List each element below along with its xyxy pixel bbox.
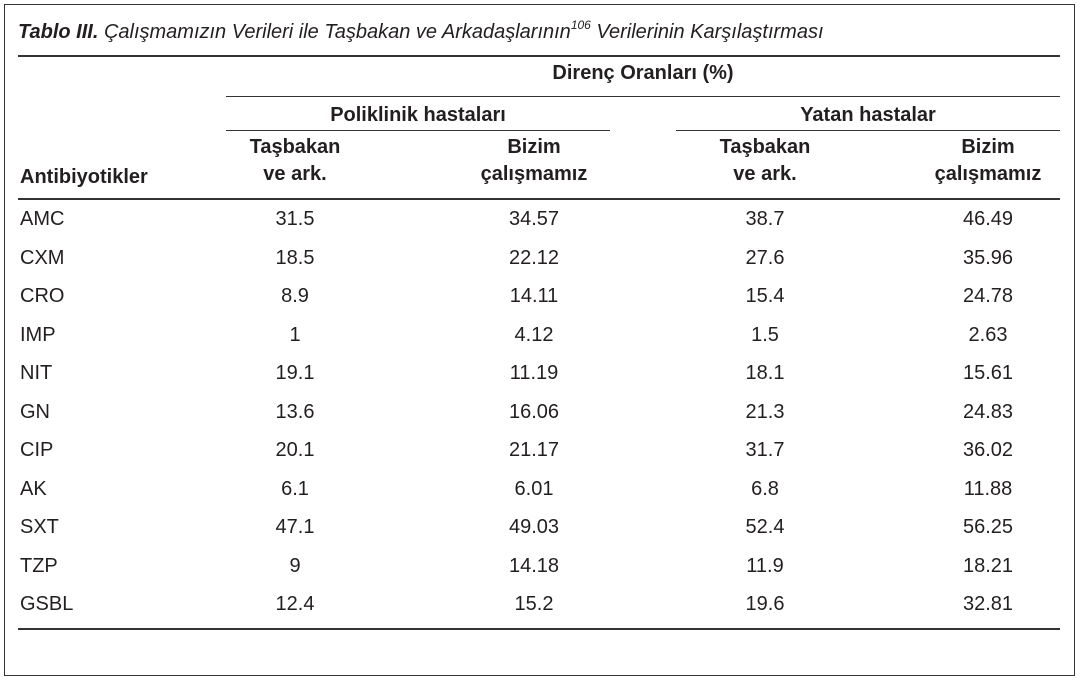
table-row: [18, 585, 1058, 623]
table-row: [18, 393, 1058, 431]
value-tasbakan-inpatient: 6.8: [751, 477, 779, 500]
table-caption: [18, 18, 824, 44]
antibiotic-name: SXT: [20, 516, 59, 538]
value-our-study-outpatient: 16.06: [508, 400, 560, 423]
table-row: [18, 508, 1058, 546]
header-line: çalışmamız: [480, 163, 588, 185]
table-row: [18, 547, 1058, 585]
value-our-study-inpatient: 24.83: [962, 400, 1014, 423]
table-row: [18, 316, 1058, 354]
value-tasbakan-inpatient: 38.7: [745, 208, 785, 230]
value-our-study-outpatient: 21.17: [508, 439, 560, 461]
value-our-study-inpatient: 36.02: [962, 439, 1014, 461]
value-our-study-outpatient: 11.19: [509, 362, 559, 384]
value-tasbakan-outpatient: 9: [289, 554, 301, 577]
value-our-study-inpatient: 15.61: [962, 362, 1014, 384]
value-tasbakan-outpatient: 13.6: [275, 400, 315, 423]
antibiotic-name: GN: [20, 400, 50, 423]
value-tasbakan-outpatient: 12.4: [275, 593, 315, 615]
value-our-study-inpatient: 46.49: [962, 208, 1014, 230]
antibiotic-name: CXM: [20, 246, 65, 269]
header-line: Taşbakan: [249, 136, 341, 158]
column-header-our-study-outpatient: [454, 134, 614, 188]
header-line: ve ark.: [263, 163, 327, 185]
table-row: [18, 239, 1058, 277]
value-tasbakan-outpatient: 1: [289, 323, 301, 346]
value-our-study-outpatient: 4.12: [514, 323, 554, 346]
value-tasbakan-inpatient: 21.3: [745, 400, 785, 423]
column-header-tasbakan-outpatient: [215, 134, 375, 188]
group-title-rule: [226, 96, 1060, 97]
group-title: Direnç Oranları (%): [552, 62, 734, 84]
table-bottom-rule: [18, 628, 1060, 630]
value-tasbakan-outpatient: 31.5: [275, 208, 315, 230]
antibiotic-name: NIT: [20, 362, 53, 384]
caption-rule: [18, 55, 1060, 57]
value-tasbakan-outpatient: 18.5: [275, 246, 315, 269]
value-tasbakan-inpatient: 27.6: [745, 246, 785, 269]
value-our-study-outpatient: 22.12: [508, 246, 560, 269]
column-header-antibiotics: Antibiyotikler: [20, 166, 148, 188]
table-row: [18, 354, 1058, 392]
header-line: Bizim: [507, 136, 561, 158]
value-tasbakan-outpatient: 8.9: [281, 285, 309, 307]
header-line: Bizim: [961, 136, 1015, 158]
group-header-inpatient: Yatan hastalar: [800, 104, 936, 126]
value-our-study-inpatient: 56.25: [962, 516, 1014, 538]
value-our-study-inpatient: 18.21: [962, 554, 1014, 577]
value-tasbakan-inpatient: 18.1: [745, 362, 785, 384]
value-tasbakan-inpatient: 52.4: [745, 516, 785, 538]
header-line: ve ark.: [733, 163, 797, 185]
value-our-study-inpatient: 24.78: [962, 285, 1014, 307]
antibiotic-name: AMC: [20, 208, 65, 230]
antibiotic-name: AK: [20, 477, 47, 500]
value-tasbakan-outpatient: 6.1: [281, 477, 309, 500]
outpatient-rule: [226, 130, 610, 131]
caption-label: Tablo III.: [18, 21, 99, 43]
value-our-study-outpatient: 14.11: [509, 285, 559, 307]
value-tasbakan-inpatient: 15.4: [745, 285, 785, 307]
value-tasbakan-inpatient: 11.9: [746, 554, 784, 577]
antibiotic-name: GSBL: [20, 593, 74, 615]
value-tasbakan-outpatient: 47.1: [275, 516, 315, 538]
value-our-study-outpatient: 15.2: [514, 593, 554, 615]
value-our-study-inpatient: 2.63: [968, 323, 1008, 346]
table-row: [18, 200, 1058, 238]
value-tasbakan-inpatient: 31.7: [745, 439, 785, 461]
value-tasbakan-outpatient: 20.1: [275, 439, 315, 461]
value-our-study-inpatient: 35.96: [962, 246, 1014, 269]
value-our-study-inpatient: 11.88: [963, 477, 1013, 500]
header-line: çalışmamız: [934, 163, 1042, 185]
caption-text-end: Verilerinin Karşılaştırması: [596, 21, 824, 43]
antibiotic-name: CRO: [20, 285, 65, 307]
header-line: Taşbakan: [719, 136, 811, 158]
value-our-study-outpatient: 6.01: [514, 477, 554, 500]
table-row: [18, 431, 1058, 469]
caption-reference: 106: [570, 18, 591, 32]
column-header-tasbakan-inpatient: [685, 134, 845, 188]
caption-text: Çalışmamızın Verileri ile Taşbakan ve Arkadaşlarının: [103, 21, 571, 43]
antibiotic-name: CIP: [20, 439, 54, 461]
antibiotic-name: TZP: [20, 554, 58, 577]
table-row: [18, 277, 1058, 315]
value-our-study-outpatient: 34.57: [508, 208, 560, 230]
column-header-our-study-inpatient: [908, 134, 1068, 188]
value-our-study-outpatient: 14.18: [508, 554, 560, 577]
inpatient-rule: [676, 130, 1060, 131]
value-tasbakan-inpatient: 19.6: [745, 593, 785, 615]
value-tasbakan-outpatient: 19.1: [275, 362, 315, 384]
value-our-study-outpatient: 49.03: [508, 516, 560, 538]
table-row: [18, 470, 1058, 508]
group-header-outpatient: Poliklinik hastaları: [330, 104, 506, 126]
value-our-study-inpatient: 32.81: [962, 593, 1014, 615]
antibiotic-name: IMP: [20, 323, 56, 346]
value-tasbakan-inpatient: 1.5: [751, 323, 779, 346]
